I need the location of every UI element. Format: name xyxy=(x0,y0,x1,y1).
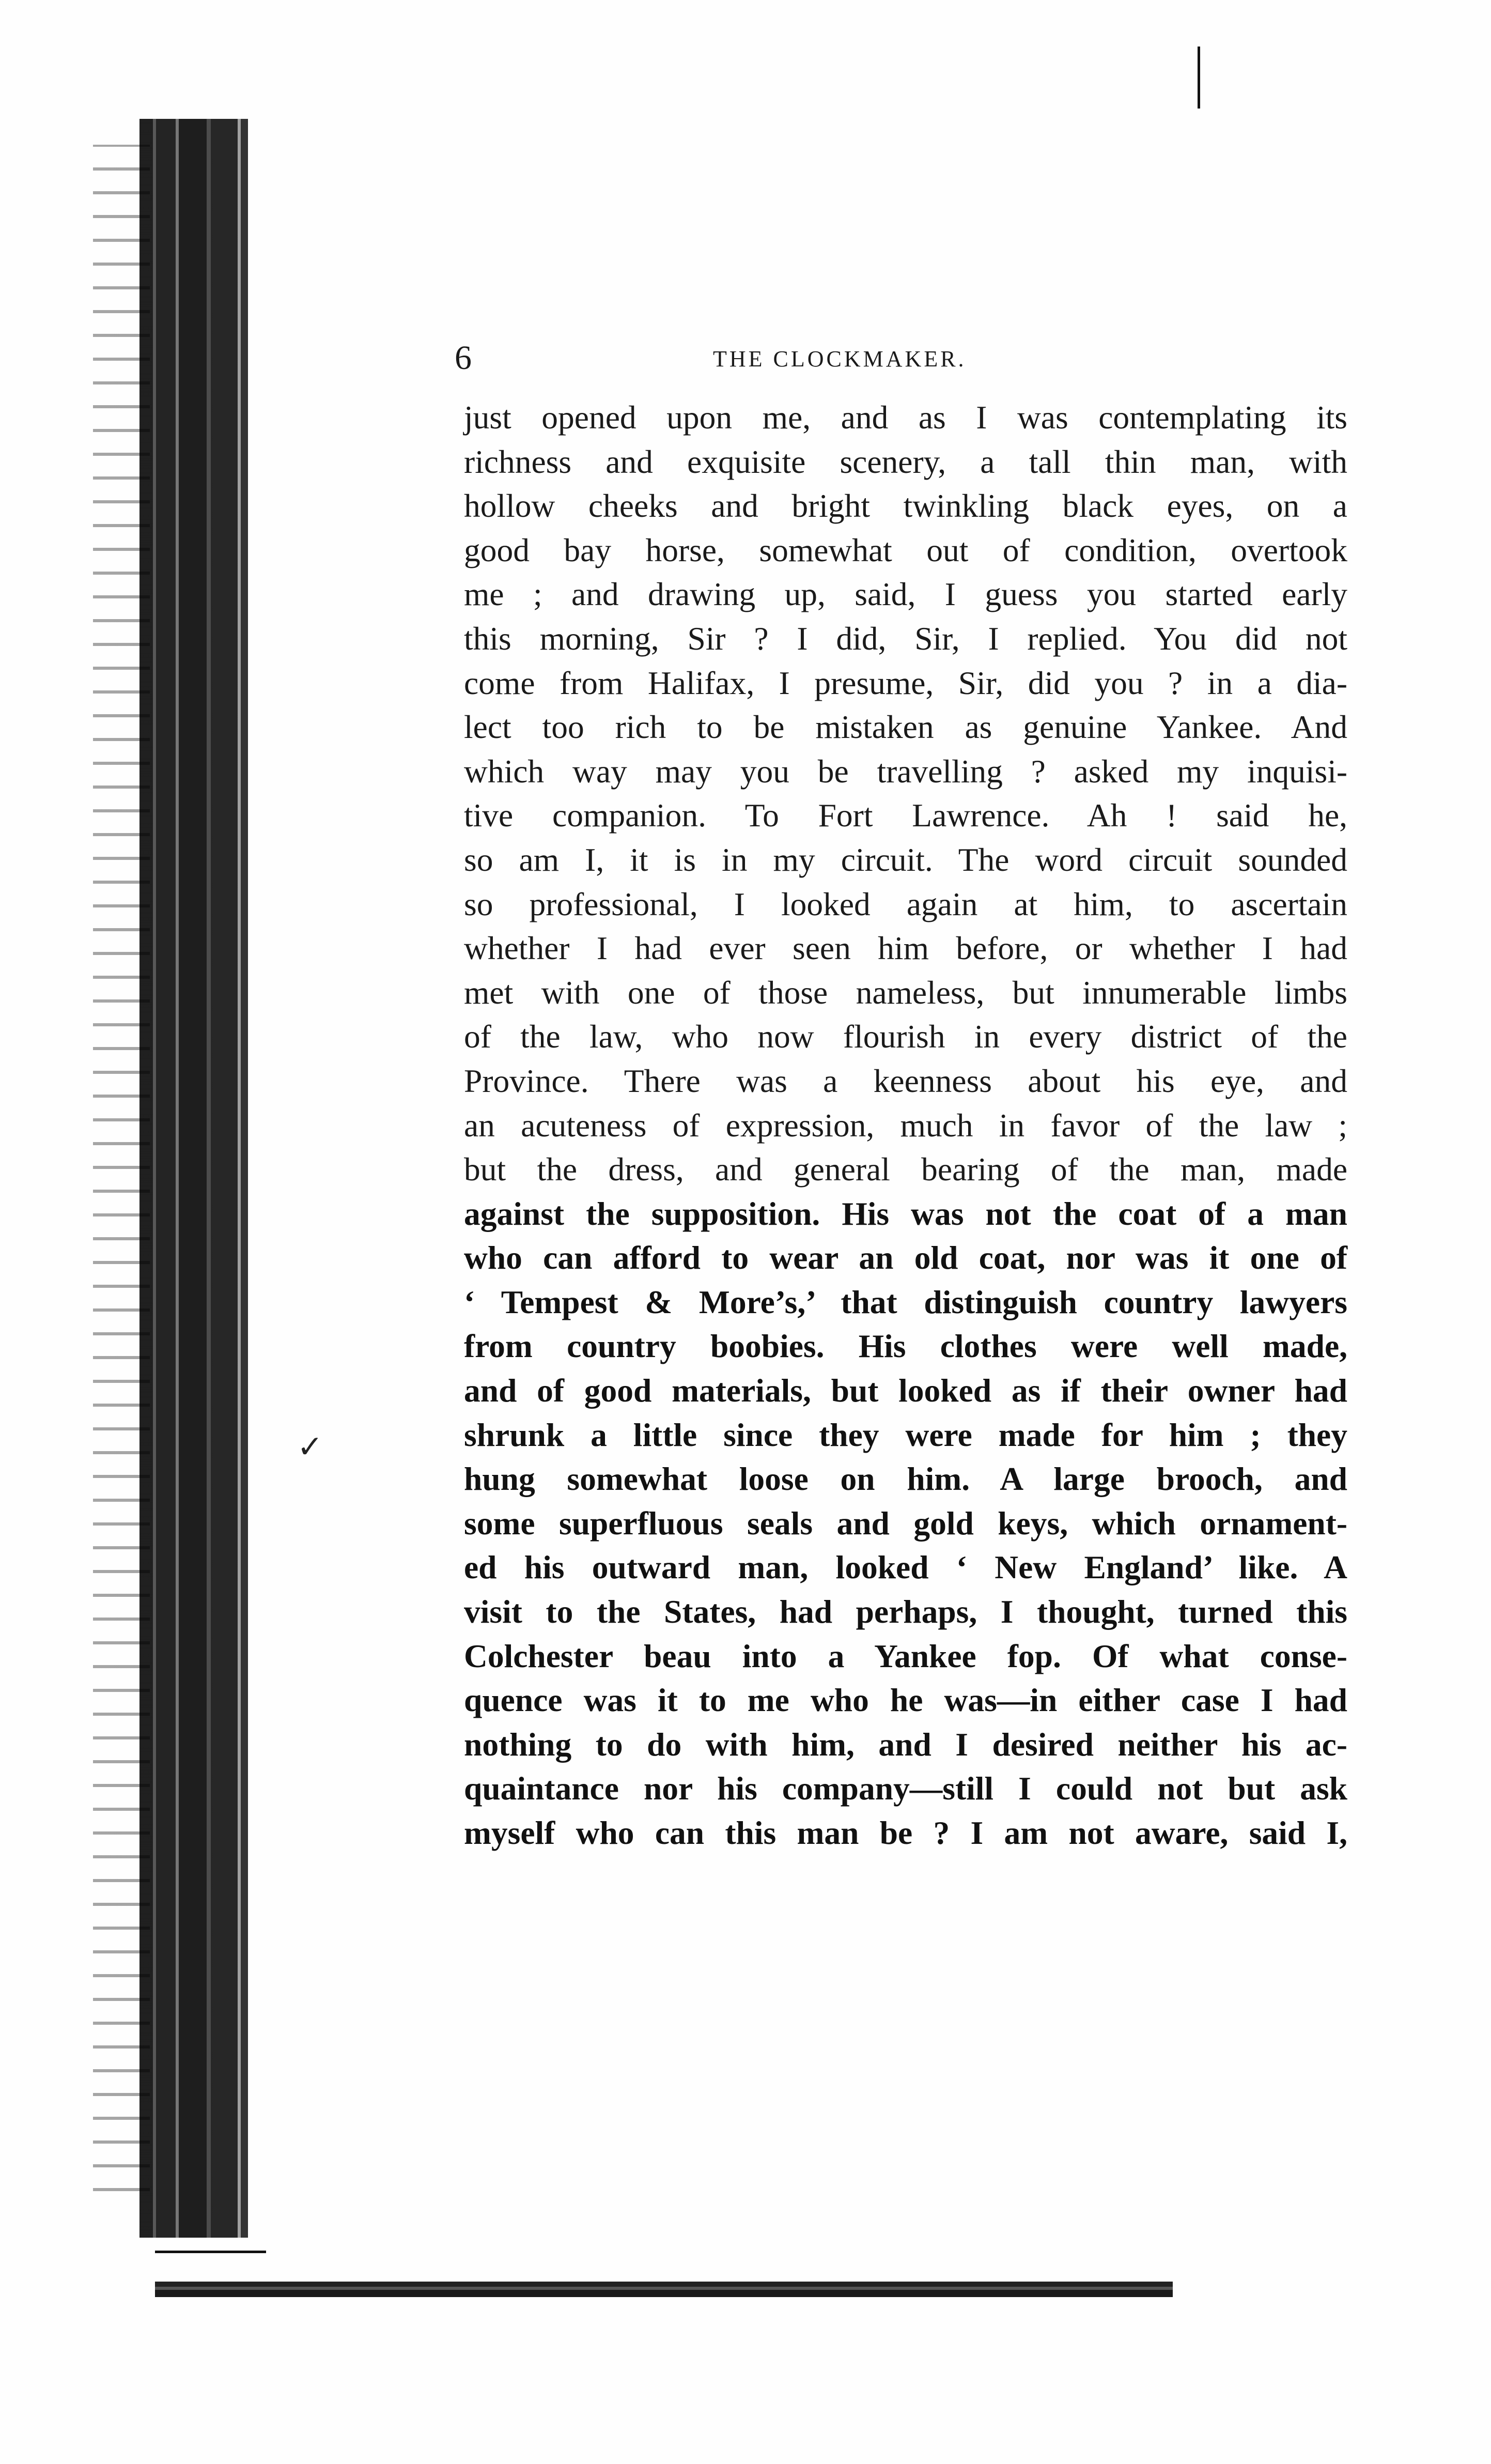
top-margin-rule xyxy=(1198,47,1200,109)
text-line: lect too rich to be mistaken as genuine Yankee. And xyxy=(464,709,1347,746)
text-line: nothing to do with him, and I desired neither his ac- xyxy=(464,1726,1347,1763)
bottom-thin-rule xyxy=(155,2251,266,2253)
text-line: some superfluous seals and gold keys, which ornament- xyxy=(464,1504,1347,1542)
text-line: come from Halifax, I presume, Sir, did you ? in a dia- xyxy=(464,664,1347,701)
text-line: visit to the States, had perhaps, I thought, turned this xyxy=(464,1593,1347,1630)
text-line: who can afford to wear an old coat, nor was it one of xyxy=(464,1239,1347,1276)
text-line: ‘ Tempest & More’s,’ that distinguish country lawyers xyxy=(464,1283,1347,1320)
text-line: myself who can this man be ? I am not aware, said I, xyxy=(464,1814,1347,1851)
text-line: tive companion. To Fort Lawrence. Ah ! said he, xyxy=(464,797,1347,834)
text-line: hung somewhat loose on him. A large brooch, and xyxy=(464,1460,1347,1498)
text-line: quaintance nor his company—still I could not but ask xyxy=(464,1770,1347,1807)
binding-speckle xyxy=(93,145,150,2212)
text-line: me ; and drawing up, said, I guess you started early xyxy=(464,576,1347,613)
bottom-margin-rule xyxy=(155,2282,1173,2297)
checkmark-icon: ✓ xyxy=(297,1430,323,1464)
text-line: hollow cheeks and bright twinkling black eyes, on a xyxy=(464,487,1347,525)
text-line: an acuteness of expression, much in favor of the law ; xyxy=(464,1106,1347,1144)
text-line: quence was it to me who he was—in either case I had xyxy=(464,1682,1347,1719)
text-line: from country boobies. His clothes were well made, xyxy=(464,1328,1347,1365)
text-line: whether I had ever seen him before, or whether I had xyxy=(464,930,1347,967)
text-line: so am I, it is in my circuit. The word circuit sounded xyxy=(464,841,1347,878)
text-line: just opened upon me, and as I was contemplating its xyxy=(464,399,1347,436)
text-line: Province. There was a keenness about his eye, and xyxy=(464,1062,1347,1099)
page-header xyxy=(455,338,1364,385)
text-line: of the law, who now flourish in every district of the xyxy=(464,1018,1347,1055)
text-line: met with one of those nameless, but innumerable limbs xyxy=(464,974,1347,1011)
text-line: against the supposition. His was not the coat of a man xyxy=(464,1195,1347,1232)
body-text xyxy=(464,395,1347,1855)
text-line: Colchester beau into a Yankee fop. Of what conse- xyxy=(464,1637,1347,1674)
binding-edge xyxy=(139,119,248,2238)
text-line: and of good materials, but looked as if their owner had xyxy=(464,1372,1347,1409)
text-line: richness and exquisite scenery, a tall thin man, with xyxy=(464,443,1347,480)
text-line: ed his outward man, looked ‘ New England’ like. A xyxy=(464,1549,1347,1586)
running-head: THE CLOCKMAKER. xyxy=(713,346,967,372)
text-line: this morning, Sir ? I did, Sir, I replied. You did not xyxy=(464,620,1347,657)
page-number: 6 xyxy=(455,339,472,377)
text-line: but the dress, and general bearing of the man, made xyxy=(464,1151,1347,1188)
text-line: good bay horse, somewhat out of condition, overtook xyxy=(464,531,1347,568)
text-line: shrunk a little since they were made for him ; they xyxy=(464,1416,1347,1453)
text-line: so professional, I looked again at him, to ascertain xyxy=(464,885,1347,922)
text-line: which way may you be travelling ? asked my inquisi- xyxy=(464,752,1347,790)
